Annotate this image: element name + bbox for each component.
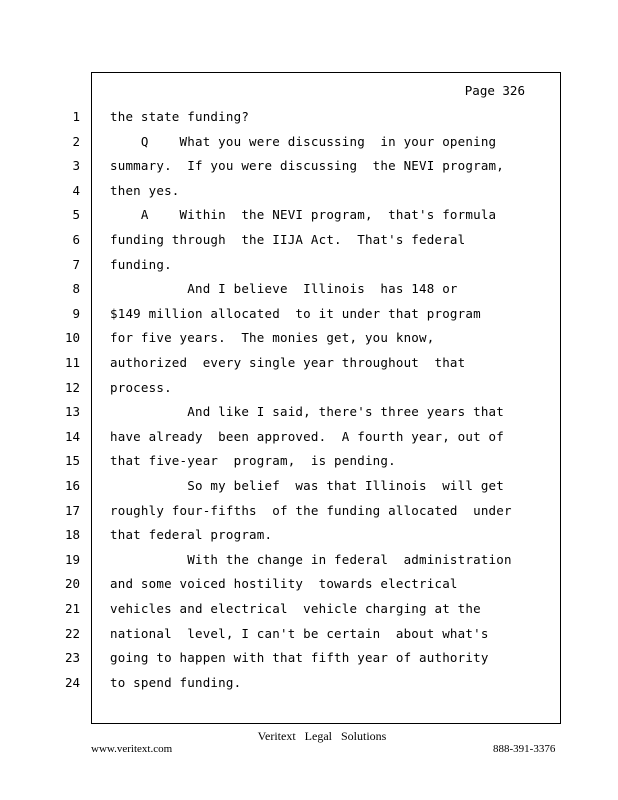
line-text: and some voiced hostility towards electrical	[110, 576, 458, 592]
line-number: 21	[64, 601, 80, 616]
transcript-line	[0, 601, 618, 626]
line-number: 17	[64, 502, 80, 518]
line-number: 12	[64, 379, 80, 395]
line-number: 22	[64, 625, 80, 641]
transcript-line	[0, 626, 618, 651]
line-number: 8	[72, 281, 80, 297]
line-text: have already been approved. A fourth year, out of	[110, 428, 505, 444]
transcript-line	[0, 355, 618, 380]
line-number: 19	[64, 551, 80, 567]
transcript-line	[0, 478, 618, 503]
line-number: 5	[72, 207, 80, 223]
line-text: process.	[110, 379, 172, 395]
line-text: $149 million allocated to it under that program	[110, 305, 481, 321]
line-text: funding through the IIJA Act. That's federal	[110, 232, 466, 247]
transcript-line	[0, 527, 618, 552]
line-text: for five years. The monies get, you know,	[110, 330, 435, 346]
transcript-body	[0, 109, 618, 709]
line-number: 2	[72, 133, 80, 149]
line-text: that federal program.	[110, 527, 273, 543]
line-text: authorized every single year throughout that	[110, 355, 466, 370]
line-text: With the change in federal administration	[110, 551, 512, 567]
line-number: 20	[64, 576, 80, 592]
line-number: 7	[72, 256, 80, 272]
transcript-line	[0, 207, 618, 232]
transcript-line	[0, 404, 618, 429]
line-text: to spend funding.	[110, 674, 242, 690]
line-number: 23	[64, 650, 80, 666]
line-text: A Within the NEVI program, that's formula	[110, 207, 497, 223]
transcript-line	[0, 576, 618, 601]
transcript-line	[0, 109, 618, 134]
transcript-line	[0, 503, 618, 528]
line-text: Q What you were discussing in your opening	[110, 133, 497, 149]
transcript-line	[0, 429, 618, 454]
line-text: So my belief was that Illinois will get	[110, 478, 505, 493]
line-text: then yes.	[110, 182, 180, 198]
line-number: 4	[72, 182, 80, 198]
line-text: summary. If you were discussing the NEVI program,	[110, 158, 505, 174]
line-text: And I believe Illinois has 148 or	[110, 281, 458, 297]
transcript-line	[0, 380, 618, 405]
transcript-line	[0, 552, 618, 577]
transcript-line	[0, 281, 618, 306]
transcript-line	[0, 257, 618, 282]
transcript-line	[0, 183, 618, 208]
line-number: 10	[64, 330, 80, 346]
line-text: national level, I can't be certain about what's	[110, 625, 489, 641]
transcript-line	[0, 306, 618, 331]
line-text: roughly four-fifths of the funding allocated under	[110, 502, 512, 518]
page-number: Page 326	[464, 83, 525, 98]
footer-phone: 888-391-3376	[493, 743, 556, 755]
line-number: 15	[64, 453, 80, 469]
line-number: 11	[64, 355, 80, 370]
line-text: And like I said, there's three years that	[110, 404, 505, 420]
line-number: 13	[64, 404, 80, 420]
line-text: going to happen with that fifth year of authority	[110, 650, 489, 666]
line-number: 18	[64, 527, 80, 543]
line-text: the state funding?	[110, 109, 250, 124]
line-number: 14	[64, 428, 80, 444]
line-number: 24	[64, 674, 80, 690]
line-number: 9	[72, 305, 80, 321]
transcript-line	[0, 134, 618, 159]
transcript-line	[0, 675, 618, 700]
line-text: vehicles and electrical vehicle charging at the	[110, 601, 481, 616]
line-text: that five-year program, is pending.	[110, 453, 396, 469]
line-number: 16	[64, 478, 80, 493]
line-number: 1	[72, 109, 80, 124]
transcript-line	[0, 232, 618, 257]
transcript-line	[0, 650, 618, 675]
transcript-line	[0, 158, 618, 183]
line-number: 6	[72, 232, 80, 247]
line-text: funding.	[110, 256, 172, 272]
footer-website: www.veritext.com	[91, 743, 173, 755]
transcript-line	[0, 330, 618, 355]
footer-company: Veritext Legal Solutions	[257, 729, 387, 743]
transcript-line	[0, 453, 618, 478]
line-number: 3	[72, 158, 80, 174]
